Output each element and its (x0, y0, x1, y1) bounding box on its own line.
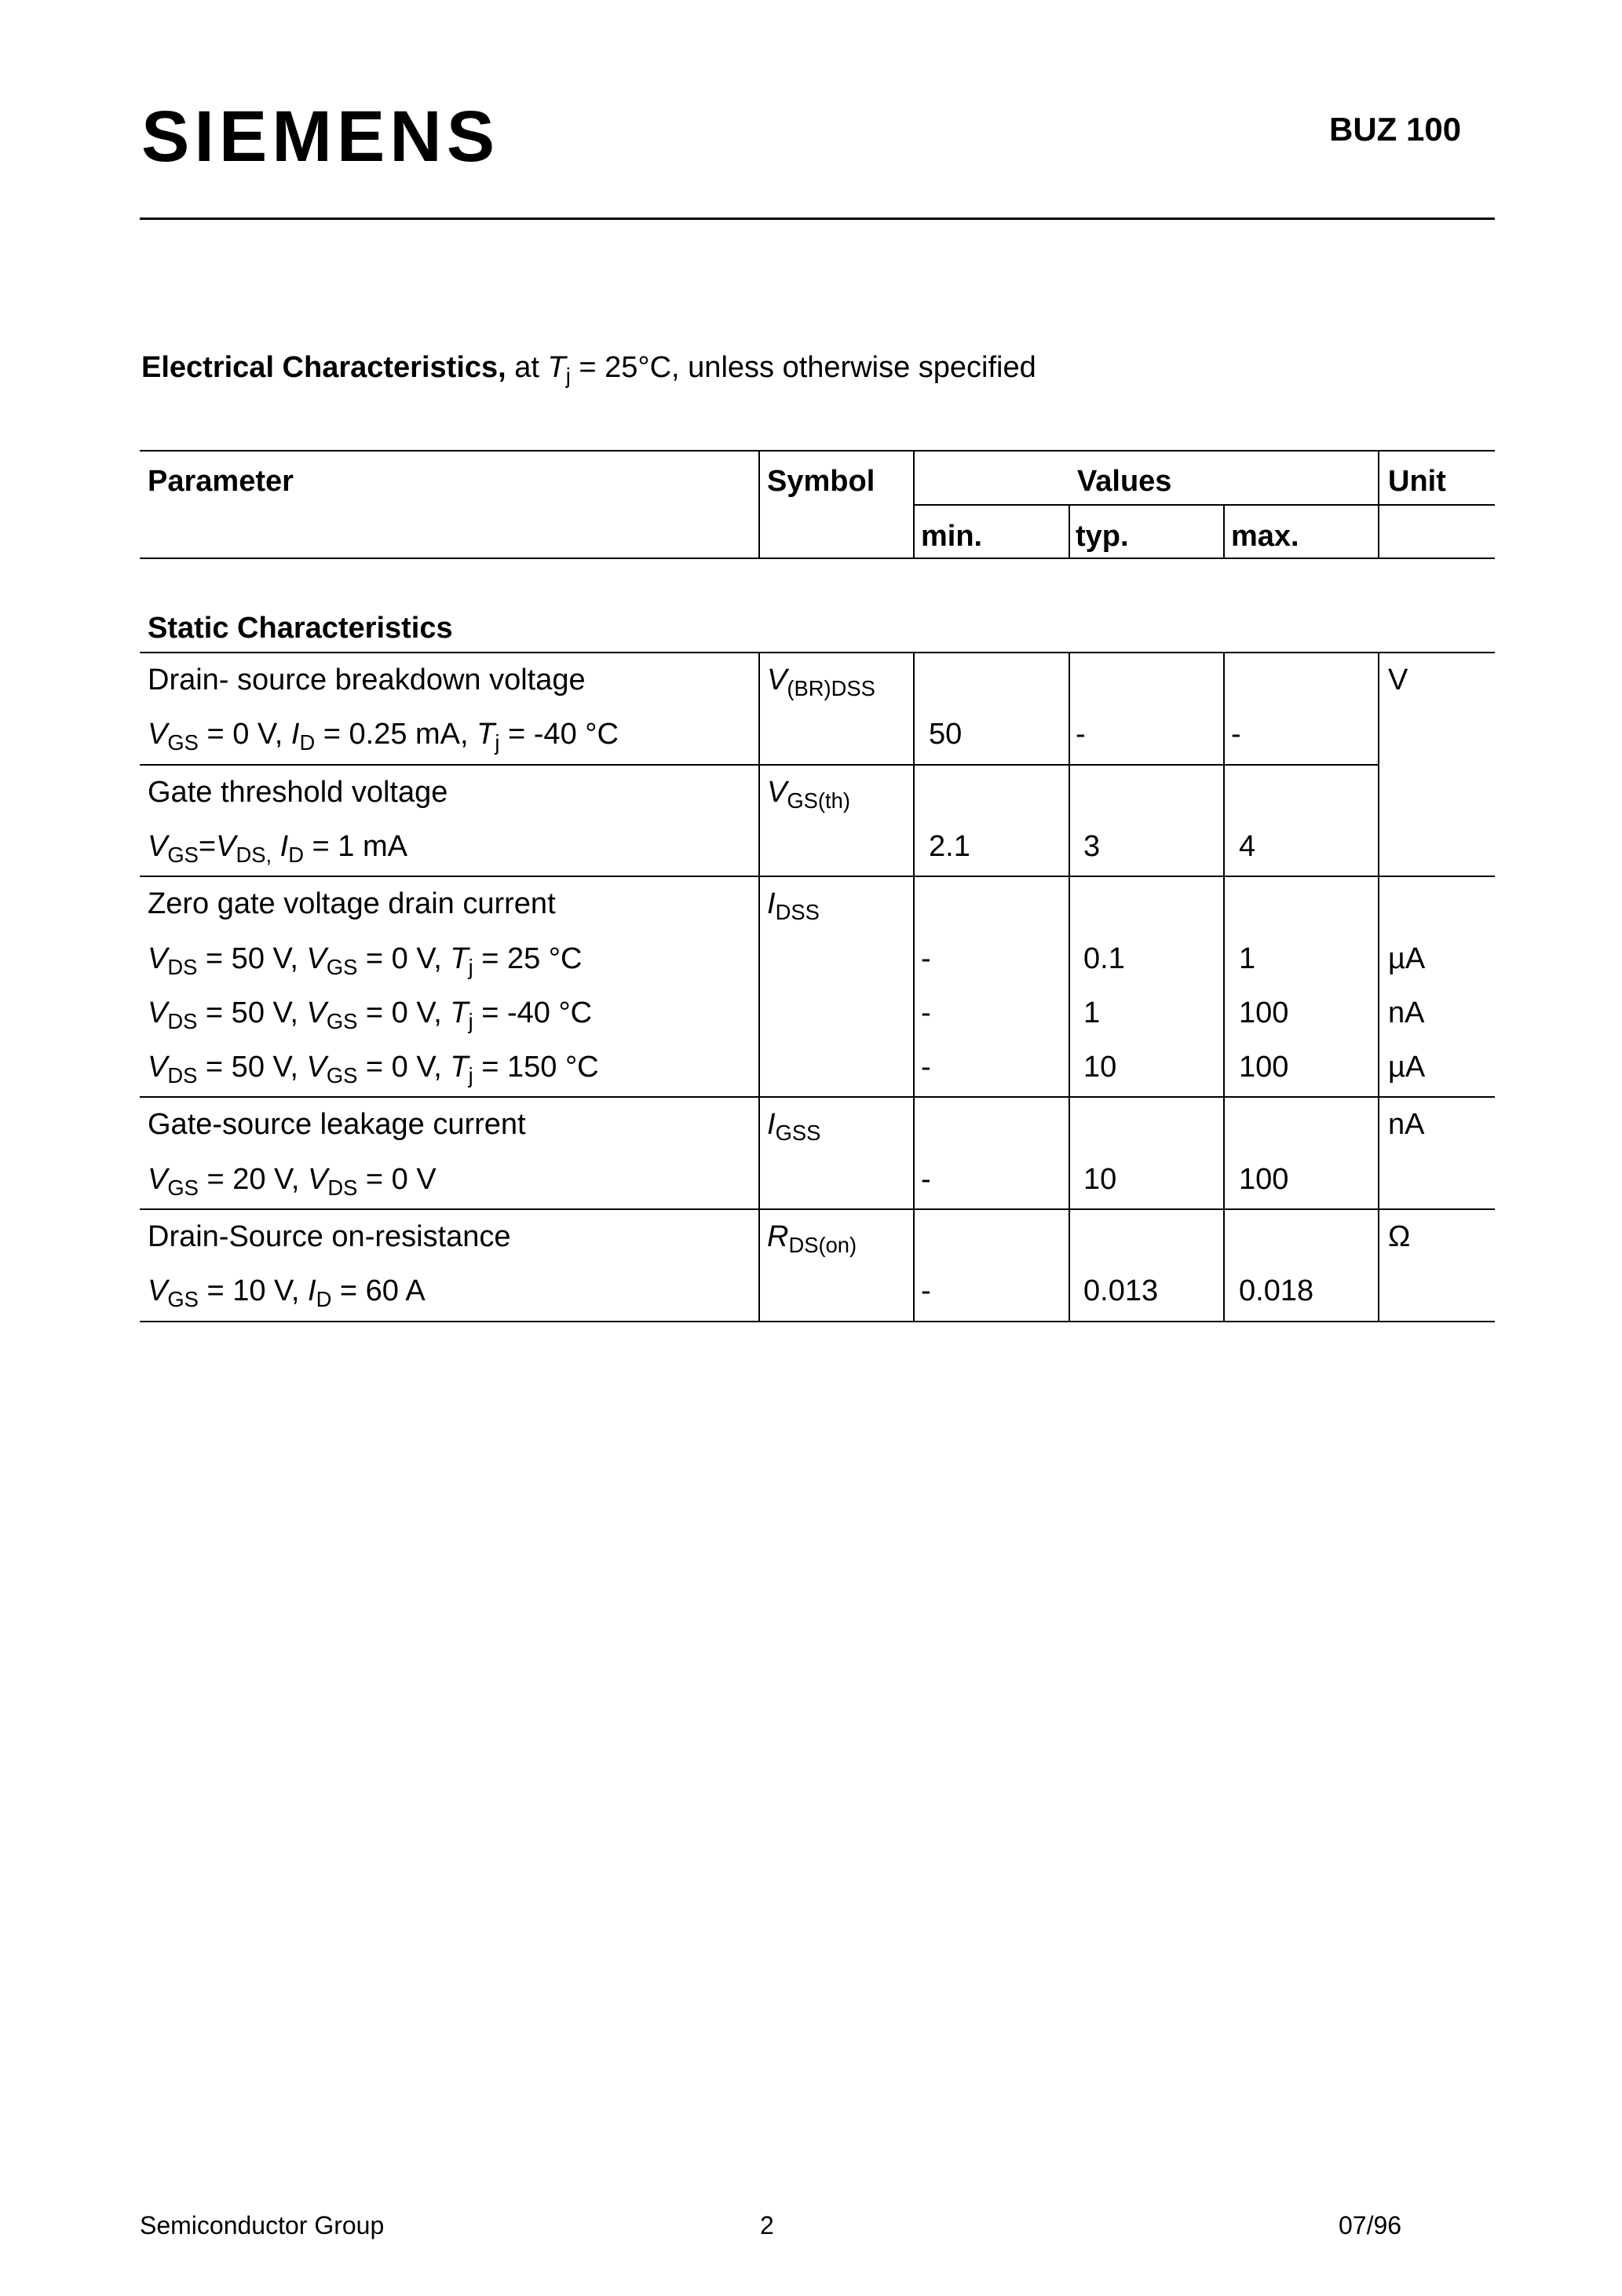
row-3-condition-0-typ: 10 (1083, 1163, 1117, 1196)
header-symbol: Symbol (767, 465, 875, 498)
row-3-divider-sym (758, 1096, 760, 1208)
row-2-condition-2 (148, 1051, 599, 1088)
row-3-condition-0 (148, 1163, 437, 1201)
row-2-condition-2-part-8: = 150 °C (473, 1051, 599, 1084)
table-top-rule (140, 450, 1495, 452)
header-typ: typ. (1076, 520, 1129, 553)
row-0-condition-0-max: - (1231, 718, 1241, 751)
row-2-condition-0-part-5: = 0 V, (357, 942, 451, 975)
row-0-symbol-sub: (BR)DSS (787, 676, 875, 701)
row-3-condition-0-part-5: = 0 V (357, 1163, 437, 1196)
row-2-condition-1-part-4: GS (326, 1009, 358, 1034)
row-4-divider-typ (1069, 1208, 1070, 1321)
row-4-symbol-sub: DS(on) (788, 1233, 857, 1258)
row-3-condition-0-part-1: GS (167, 1175, 199, 1201)
row-1-parameter-name: Gate threshold voltage (148, 776, 448, 809)
header-mid-rule (914, 504, 1495, 506)
row-1-bottom-rule (140, 876, 1495, 877)
section-title-bold: Electrical Characteristics, (141, 351, 506, 384)
row-4-condition-0-min: - (921, 1274, 931, 1307)
row-1-condition-0-typ: 3 (1083, 830, 1101, 863)
row-3-condition-0-part-4: DS (327, 1175, 358, 1201)
row-2-divider-unit (1378, 876, 1379, 1096)
row-2-condition-1-max: 100 (1239, 996, 1289, 1029)
header-divider-values (913, 450, 915, 558)
row-2-condition-0-typ: 0.1 (1083, 942, 1125, 975)
row-4-condition-0-part-1: GS (167, 1287, 199, 1312)
row-4-divider-unit (1378, 1208, 1379, 1321)
row-1-condition-0 (148, 830, 407, 868)
header-bottom-rule (140, 558, 1495, 559)
row-3-divider-max (1223, 1096, 1225, 1208)
row-0-condition-0-part-4: D (299, 730, 316, 755)
row-0-condition-0-min: 50 (929, 718, 963, 751)
header-divider-max (1223, 504, 1225, 558)
row-4-symbol (767, 1220, 857, 1258)
header-values: Values (1077, 465, 1172, 498)
row-3-condition-0-part-2: = 20 V, (198, 1163, 308, 1196)
footer-date: 07/96 (1339, 2211, 1402, 2239)
header-parameter: Parameter (148, 465, 294, 498)
row-2-condition-2-part-2: = 50 V, (197, 1051, 307, 1084)
row-2-condition-1-part-2: = 50 V, (197, 996, 307, 1029)
header-min: min. (921, 520, 983, 553)
row-0-unit: V (1388, 664, 1408, 696)
row-2-condition-0-part-3: V (306, 942, 327, 975)
row-2-divider-min (913, 876, 915, 1096)
row-3-condition-0-min: - (921, 1163, 931, 1196)
footer-page-number: 2 (760, 2211, 774, 2239)
row-3-divider-min (913, 1096, 915, 1208)
row-2-condition-0-part-7: j (468, 955, 473, 980)
row-2-condition-0-unit: µA (1388, 942, 1426, 975)
row-1-condition-0-part-3: V (216, 830, 236, 863)
row-4-condition-0-part-3: I (308, 1274, 316, 1307)
row-4-condition-0-part-4: D (316, 1287, 332, 1312)
row-1-symbol (767, 776, 850, 813)
header-unit: Unit (1388, 465, 1446, 498)
row-2-condition-2-typ: 10 (1083, 1051, 1117, 1084)
row-2-symbol (767, 887, 820, 925)
row-2-condition-1-part-8: = -40 °C (473, 996, 593, 1029)
row-2-symbol-main: I (767, 887, 776, 920)
row-4-condition-0-part-5: = 60 A (331, 1274, 426, 1307)
row-2-parameter-name: Zero gate voltage drain current (148, 887, 556, 920)
row-2-condition-0 (148, 942, 583, 980)
row-0-condition-0-part-2: = 0 V, (198, 718, 291, 751)
row-4-condition-0-part-2: = 10 V, (198, 1274, 308, 1307)
row-3-divider-typ (1069, 1096, 1070, 1208)
row-1-condition-0-part-0: V (148, 830, 168, 863)
row-2-condition-0-part-6: T (450, 942, 469, 975)
footer-group: Semiconductor Group (140, 2211, 385, 2239)
section-title-at: at (514, 351, 539, 384)
row-2-condition-2-min: - (921, 1051, 931, 1084)
row-0-condition-0-part-0: V (148, 718, 168, 751)
row-0-condition-0 (148, 718, 619, 755)
group-static-characteristics: Static Characteristics (148, 612, 453, 645)
row-0-divider-typ (1069, 652, 1070, 764)
row-4-unit: Ω (1388, 1220, 1411, 1253)
row-3-condition-0-max: 100 (1239, 1163, 1289, 1196)
row-2-divider-typ (1069, 876, 1070, 1096)
row-1-condition-0-part-2: = (198, 830, 217, 863)
row-0-symbol (767, 664, 875, 701)
row-2-condition-1-part-1: DS (167, 1009, 198, 1034)
row-3-unit: nA (1388, 1108, 1425, 1141)
row-2-condition-1-part-3: V (306, 996, 327, 1029)
part-number: BUZ 100 (1329, 111, 1462, 148)
row-2-condition-0-part-2: = 50 V, (197, 942, 307, 975)
row-3-symbol-sub: GSS (775, 1121, 821, 1146)
row-3-symbol (767, 1108, 821, 1146)
section-title-rest: = 25°C, unless otherwise specified (579, 351, 1036, 384)
row-0-condition-0-typ: - (1076, 718, 1086, 751)
row-0-symbol-main: V (767, 664, 787, 696)
row-0-divider-sym (758, 652, 760, 764)
section-title-t: T (547, 351, 566, 384)
header-max: max. (1231, 520, 1299, 553)
row-1-symbol-main: V (767, 776, 787, 809)
row-4-condition-0-part-0: V (148, 1274, 168, 1307)
row-2-bottom-rule (140, 1096, 1495, 1098)
row-2-condition-0-part-0: V (148, 942, 168, 975)
static-block-top-rule (140, 652, 1495, 653)
row-4-divider-max (1223, 1208, 1225, 1321)
row-2-condition-2-part-6: T (450, 1051, 469, 1084)
row-3-symbol-main: I (767, 1108, 776, 1141)
row-1-divider-sym (758, 764, 760, 876)
row-2-condition-2-max: 100 (1239, 1051, 1289, 1084)
row-1-divider-min (913, 764, 915, 876)
row-4-condition-0-typ: 0.013 (1083, 1274, 1159, 1307)
row-1-divider-max (1223, 764, 1225, 876)
row-2-condition-1-min: - (921, 996, 931, 1029)
row-1-symbol-sub: GS(th) (787, 788, 850, 813)
row-1-condition-0-part-8: = 1 mA (303, 830, 407, 863)
row-2-condition-1 (148, 996, 593, 1034)
row-2-condition-1-part-0: V (148, 996, 168, 1029)
row-0-divider-max (1223, 652, 1225, 764)
row-1-condition-0-min: 2.1 (929, 830, 970, 863)
header-divider-typ (1069, 504, 1070, 558)
row-3-condition-0-part-0: V (148, 1163, 168, 1196)
row-2-divider-max (1223, 876, 1225, 1096)
row-3-bottom-rule (140, 1208, 1495, 1210)
row-2-condition-2-part-3: V (306, 1051, 327, 1084)
row-2-condition-2-part-4: GS (326, 1063, 358, 1088)
row-4-divider-min (913, 1208, 915, 1321)
row-3-condition-0-part-3: V (308, 1163, 328, 1196)
row-1-condition-0-max: 4 (1239, 830, 1256, 863)
row-0-condition-0-part-1: GS (167, 730, 199, 755)
row-2-condition-2-part-1: DS (167, 1063, 198, 1088)
header-divider-symbol (758, 450, 760, 558)
row-4-bottom-rule (140, 1321, 1495, 1322)
row-2-condition-2-unit: µA (1388, 1051, 1426, 1084)
row-3-parameter-name: Gate-source leakage current (148, 1108, 526, 1141)
row-2-condition-2-part-0: V (148, 1051, 168, 1084)
row-2-divider-sym (758, 876, 760, 1096)
row-4-symbol-main: R (767, 1220, 789, 1253)
row-2-symbol-sub: DSS (775, 900, 820, 925)
row-2-condition-1-typ: 1 (1083, 996, 1101, 1029)
row-0-condition-0-part-6: T (477, 718, 495, 751)
row-2-condition-0-part-8: = 25 °C (473, 942, 583, 975)
section-title-j: j (565, 364, 571, 389)
row-2-condition-2-part-5: = 0 V, (357, 1051, 451, 1084)
row-1-condition-0-part-7: D (288, 843, 304, 868)
row-0-condition-0-part-7: j (495, 730, 500, 755)
row-2-condition-0-part-1: DS (167, 955, 198, 980)
header-divider-unit (1378, 450, 1379, 558)
row-1-condition-0-part-6: I (279, 830, 289, 863)
row-2-condition-1-unit: nA (1388, 996, 1425, 1029)
row-0-condition-0-part-3: I (290, 718, 300, 751)
row-1-condition-0-part-4: DS, (236, 843, 272, 868)
row-2-condition-0-max: 1 (1239, 942, 1256, 975)
row-1-condition-0-part-5 (272, 830, 280, 863)
row-2-condition-2-part-7: j (468, 1063, 473, 1088)
row-4-condition-0 (148, 1274, 426, 1312)
row-3-divider-unit (1378, 1096, 1379, 1208)
row-4-parameter-name: Drain-Source on-resistance (148, 1220, 511, 1253)
row-2-condition-0-part-4: GS (326, 955, 358, 980)
row-1-condition-0-part-1: GS (167, 843, 199, 868)
row-0-divider-unit (1378, 652, 1379, 764)
row-4-condition-0-max: 0.018 (1239, 1274, 1314, 1307)
row-0-bottom-rule (140, 764, 1378, 766)
row-2-condition-0-min: - (921, 942, 931, 975)
row-1-divider-typ (1069, 764, 1070, 876)
row-2-condition-1-part-6: T (450, 996, 469, 1029)
row-2-condition-1-part-7: j (468, 1009, 473, 1034)
row-0-divider-min (913, 652, 915, 764)
siemens-logo: SIEMENS (141, 97, 500, 177)
row-1-divider-unit (1378, 764, 1379, 876)
row-0-parameter-name: Drain- source breakdown voltage (148, 664, 586, 696)
row-0-condition-0-part-8: = -40 °C (499, 718, 619, 751)
row-0-condition-0-part-5: = 0.25 mA, (315, 718, 477, 751)
row-4-divider-sym (758, 1208, 760, 1321)
row-2-condition-1-part-5: = 0 V, (357, 996, 451, 1029)
